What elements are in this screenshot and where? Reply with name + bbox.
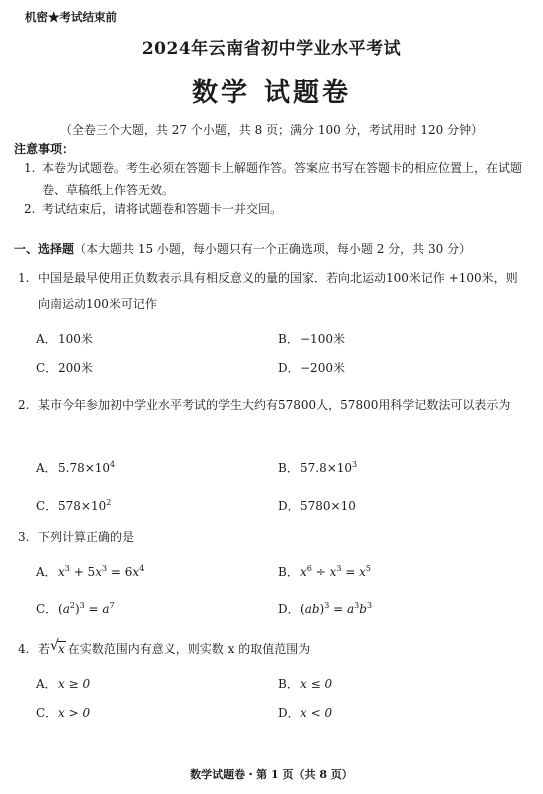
option-label: B． [278,677,299,691]
section-description: （本大题共 15 小题，每小题只有一个正确选项，每小题 2 分，共 30 分） [74,242,472,256]
paper-title-kind: 试题卷 [264,78,352,108]
option-label: B． [278,565,299,579]
q3-option-b [278,563,371,580]
option-label: C． [36,602,58,616]
q1-option-a [36,330,93,347]
notice-text: 考试结束后，请将试题卷和答题卡一并交回。 [42,202,283,216]
option-text: 578×10 [58,499,107,513]
option-label: A． [36,332,57,346]
math-expression: $x^6 \div x^3 = x^5$ [300,564,371,579]
section-title: 一、选择题 [14,242,75,256]
option-text: 57.8×10 [300,461,353,475]
q2-option-d [278,497,356,514]
square-root-icon: √ x [50,638,65,656]
stem-text: 在实数范围内有意义，则实数 x 的取值范围为 [67,642,311,656]
option-text: x > 0 [58,706,91,720]
page-footer: 数学试题卷・第 1 页（共 8 页） [190,768,353,781]
question-3 [18,524,528,550]
q3-option-c [36,600,115,617]
q3-option-a [36,563,144,580]
option-label: B． [278,332,299,346]
question-stem [38,636,528,662]
option-text: x < 0 [300,706,333,720]
question-number: 4. [18,642,30,656]
radicand: x [58,642,65,656]
question-stem: 下列计算正确的是 [38,530,135,544]
option-text: −100米 [300,332,345,346]
question-number: 3. [18,530,30,544]
question-2 [18,392,528,418]
stem-text: 若 [38,642,51,656]
math-expression: $(a^2)^3 = a^7$ [58,601,115,616]
confidential-mark: 机密★考试结束前 [25,10,117,24]
option-label: C． [36,361,58,375]
option-label: C． [36,499,58,513]
notice-number: 2. [24,202,36,216]
option-label: D． [278,602,300,616]
q3-option-d [278,600,372,617]
option-text: 5780×10 [300,499,356,513]
q2-option-b [278,459,357,476]
notice-item [24,157,524,201]
option-exponent: 4 [110,460,116,469]
q4-option-d [278,704,332,721]
option-label: A． [36,461,57,475]
q4-option-a [36,675,90,692]
option-label: A． [36,565,57,579]
exam-title: 2024年云南省初中学业水平考试 [141,39,402,59]
option-label: A． [36,677,57,691]
option-label: B． [278,461,299,475]
q1-option-b [278,330,345,347]
q2-option-c [36,497,111,514]
question-1 [18,265,528,317]
option-label: D． [278,706,300,720]
option-text: 200米 [58,361,93,375]
question-number: 2. [18,398,30,412]
q1-option-d [278,359,345,376]
notice-item [24,198,524,220]
math-expression: $x^3 + 5x^3 = 6x^4$ [58,564,145,579]
option-exponent: 2 [106,498,112,507]
q2-option-a [36,459,115,476]
q4-option-c [36,704,90,721]
option-text: x ≥ 0 [58,677,91,691]
option-text: x ≤ 0 [300,677,333,691]
notice-text: 本卷为试题卷。考生必须在答题卡上解题作答。答案应书写在答题卡的相应位置上，在试题卷、草稿纸上作答无效。 [42,161,523,197]
option-exponent: 3 [352,460,358,469]
option-label: D． [278,499,300,513]
notice-number: 1. [24,161,36,175]
notice-title: 注意事项： [14,142,75,156]
paper-title-subject: 数学 [191,78,250,108]
exam-info: （全卷三个大题，共 27 个小题，共 8 页；满分 100 分，考试用时 120 分钟） [59,123,484,137]
option-text: 100米 [58,332,93,346]
option-label: C． [36,706,58,720]
option-text: −200米 [300,361,345,375]
section-heading [14,240,471,257]
q1-option-c [36,359,93,376]
paper-title [0,72,543,109]
q4-option-b [278,675,332,692]
option-text: 5.78×10 [58,461,111,475]
question-stem: 某市今年参加初中学业水平考试的学生大约有57800人，57800用科学记数法可以表示为 [38,398,511,412]
question-4 [18,636,528,662]
question-number: 1. [18,271,30,285]
option-label: D． [278,361,300,375]
question-stem: 中国是最早使用正负数表示具有相反意义的量的国家．若向北运动100米记作 +100米，则向南运动100米可记作 [38,271,518,311]
math-expression: $(ab)^3 = a^3b^3$ [300,601,373,616]
